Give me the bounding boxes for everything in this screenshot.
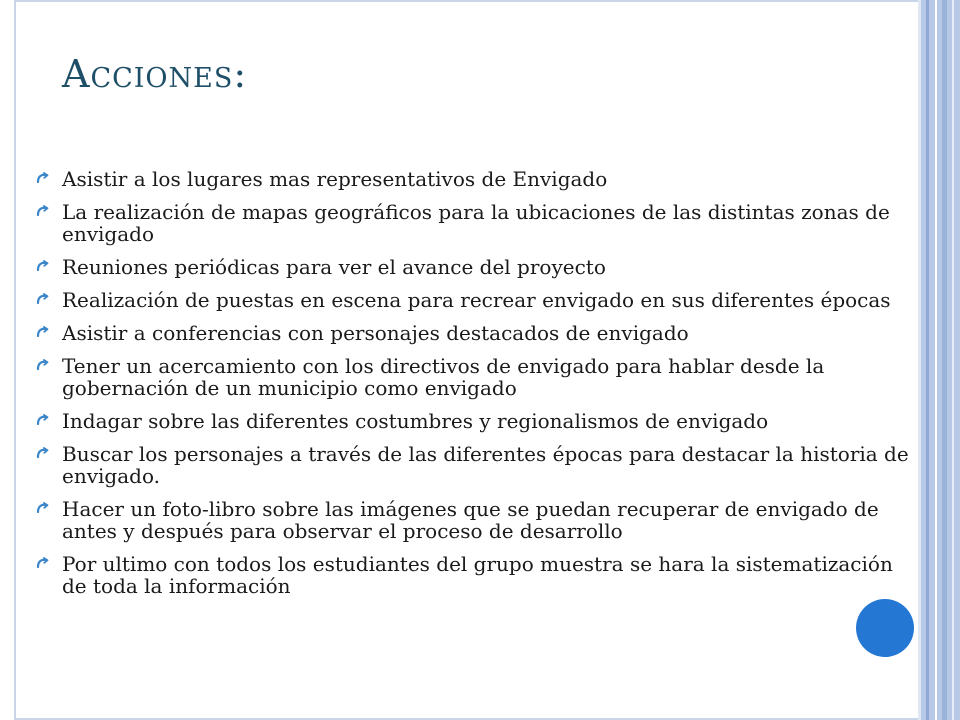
bullet-text: Buscar los personajes a través de las diferentes épocas para destacar la historia de envigado.: [62, 442, 909, 488]
bullet-text: Realización de puestas en escena para recrear envigado en sus diferentes épocas: [62, 288, 891, 312]
bullet-item: [36, 256, 916, 278]
bullet-text: La realización de mapas geográficos para la ubicaciones de las distintas zonas de envigado: [62, 200, 890, 246]
bullet-list: [36, 168, 916, 608]
slide-title: Acciones:: [62, 52, 248, 96]
bullet-text: Hacer un foto-libro sobre las imágenes que se puedan recuperar de envigado de antes y después para observar el proceso de desarrollo: [62, 497, 879, 543]
curved-arrow-bullet-icon: [36, 205, 49, 218]
bullet-text: Tener un acercamiento con los directivos de envigado para hablar desde la gobernación de un municipio como envigado: [62, 354, 825, 400]
band-stripe: [952, 0, 954, 720]
band-stripe: [942, 0, 947, 720]
bullet-text: Por ultimo con todos los estudiantes del grupo muestra se hara la sistematización de toda la información: [62, 552, 893, 598]
bullet-text: Reuniones periódicas para ver el avance del proyecto: [62, 255, 606, 279]
bullet-item: [36, 322, 916, 344]
curved-arrow-bullet-icon: [36, 557, 49, 570]
frame-top-line: [14, 0, 920, 2]
blue-circle-decoration: [856, 599, 914, 657]
decorative-side-band: [918, 0, 960, 720]
curved-arrow-bullet-icon: [36, 172, 49, 185]
curved-arrow-bullet-icon: [36, 414, 49, 427]
band-stripe: [935, 0, 937, 720]
curved-arrow-bullet-icon: [36, 359, 49, 372]
curved-arrow-bullet-icon: [36, 326, 49, 339]
curved-arrow-bullet-icon: [36, 260, 49, 273]
curved-arrow-bullet-icon: [36, 502, 49, 515]
band-stripe: [918, 0, 921, 720]
bullet-item: [36, 201, 916, 245]
bullet-item: [36, 498, 916, 542]
curved-arrow-bullet-icon: [36, 293, 49, 306]
bullet-text: Asistir a los lugares mas representativos de Envigado: [62, 167, 608, 191]
bullet-text: Asistir a conferencias con personajes destacados de envigado: [62, 321, 689, 345]
bullet-item: [36, 289, 916, 311]
bullet-item: [36, 443, 916, 487]
curved-arrow-bullet-icon: [36, 447, 49, 460]
bullet-item: [36, 410, 916, 432]
bullet-item: [36, 355, 916, 399]
bullet-item: [36, 168, 916, 190]
band-stripe: [926, 0, 929, 720]
bullet-text: Indagar sobre las diferentes costumbres y regionalismos de envigado: [62, 409, 769, 433]
frame-left-line: [14, 0, 16, 720]
bullet-item: [36, 553, 916, 597]
